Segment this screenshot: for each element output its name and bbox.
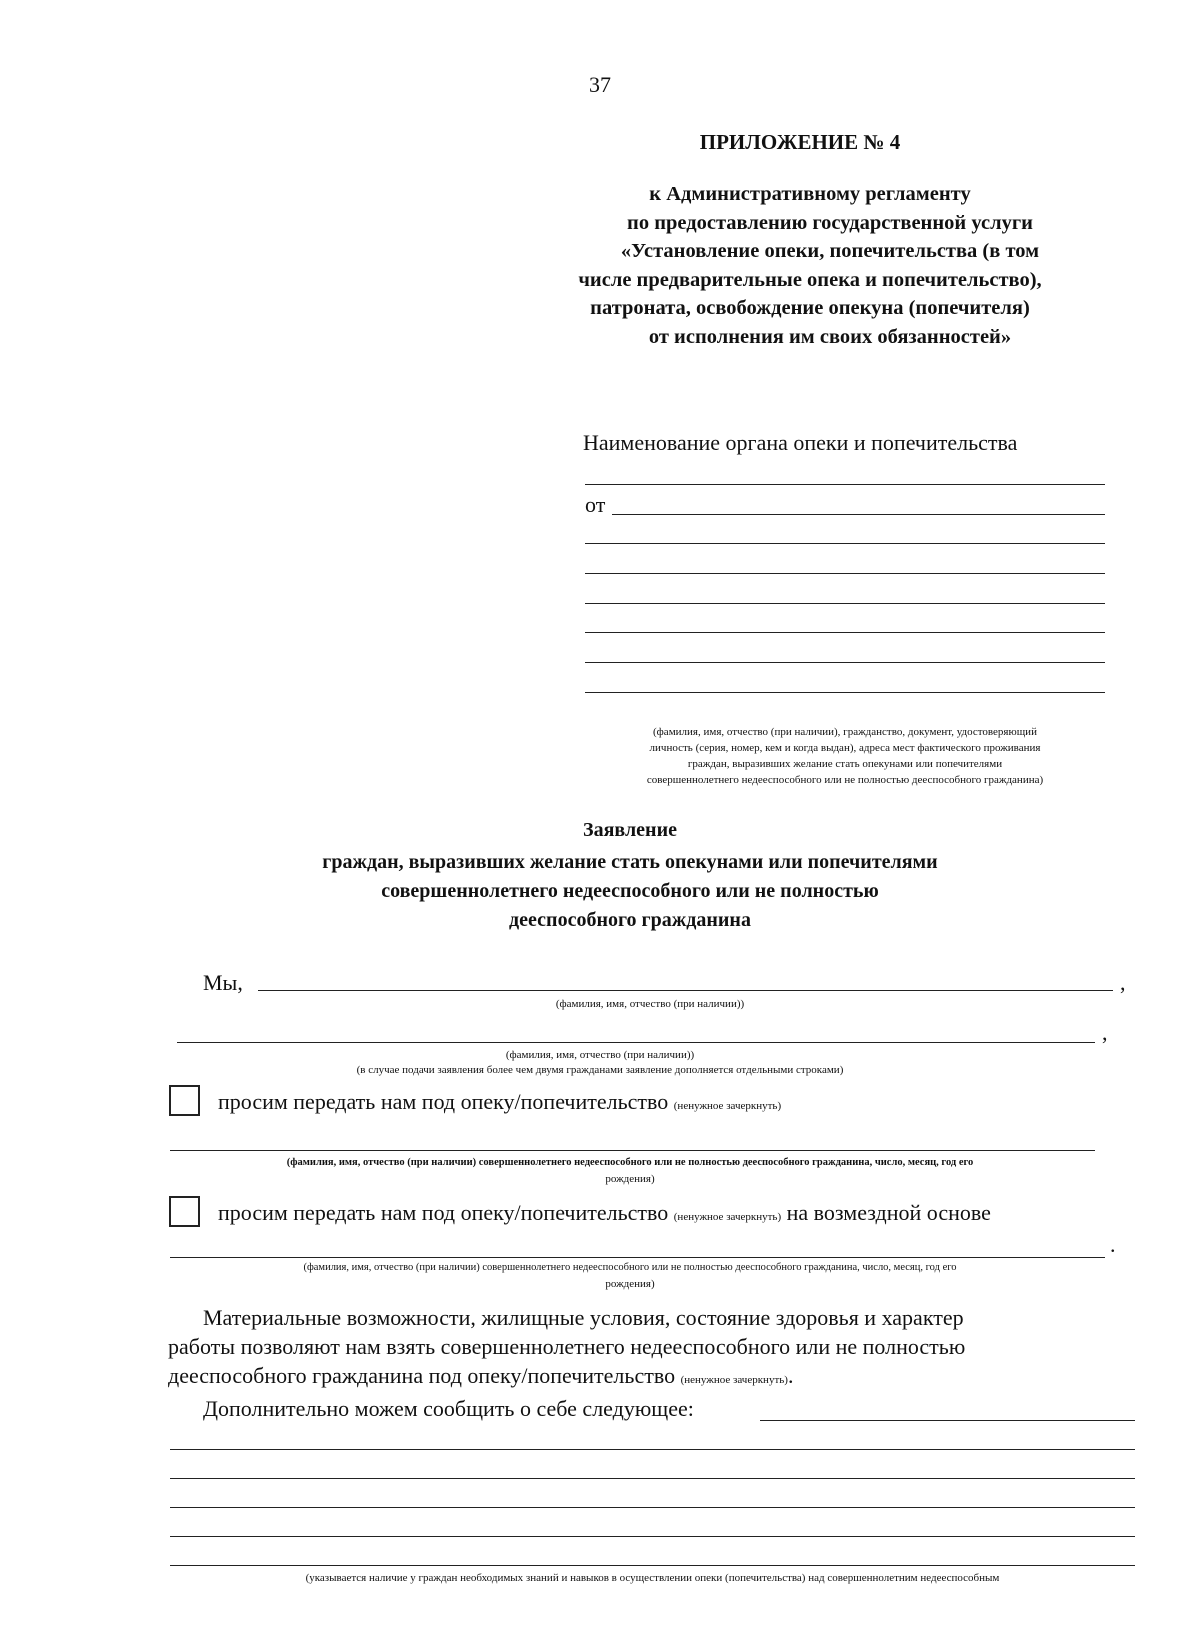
from-line[interactable] [612, 514, 1105, 515]
appendix-title: ПРИЛОЖЕНИЕ № 4 [699, 130, 901, 154]
caption-line: граждан, выразивших желание стать опекунами или попечителями [687, 758, 1003, 770]
regulation-reference [520, 180, 1100, 351]
option-1 [218, 1089, 781, 1115]
ward-caption-1 [160, 1155, 1100, 1187]
additional-info-line[interactable] [170, 1449, 1135, 1450]
additional-caption: (указывается наличие у граждан необходимых знаний и навыков в осуществлении опеки (попечительства) над совершеннолетним недееспособным [305, 1572, 1000, 1584]
applicant-info-line[interactable] [585, 692, 1105, 693]
material-line-3 [168, 1363, 793, 1389]
additional-info-line[interactable] [170, 1565, 1135, 1566]
statement-title-line: совершеннолетнего недееспособного или не полностью [381, 880, 879, 902]
comma: , [1102, 1020, 1108, 1045]
ward-info-line-2[interactable] [170, 1257, 1105, 1258]
organ-name-line[interactable] [585, 484, 1105, 485]
regulation-line: «Установление опеки, попечительства (в том [620, 240, 1040, 262]
we-label: Мы, [203, 970, 243, 995]
applicant-info-line[interactable] [585, 662, 1105, 663]
option-2 [218, 1200, 991, 1226]
option-2-checkbox[interactable] [169, 1196, 200, 1227]
caption-line: личность (серия, номер, кем и когда выдан), адреса мест фактического проживания [649, 742, 1041, 754]
additional-info-line[interactable] [170, 1478, 1135, 1479]
regulation-line: числе предварительные опека и попечительство), [578, 268, 1042, 291]
statement-title [220, 816, 1040, 935]
caption-line: совершеннолетнего недееспособного или не полностью дееспособного гражданина) [646, 774, 1044, 786]
page-number: 37 [589, 72, 611, 97]
ward-caption-line: рождения) [605, 1278, 655, 1290]
caption-line: (фамилия, имя, отчество (при наличии), гражданство, документ, удостоверяющий [653, 726, 1037, 738]
option-1-checkbox[interactable] [169, 1085, 200, 1116]
multi-applicant-note: (в случае подачи заявления более чем двумя гражданами заявление дополняется отдельными строками) [356, 1064, 844, 1076]
applicant-info-line[interactable] [585, 632, 1105, 633]
additional-info-line[interactable] [170, 1536, 1135, 1537]
from-label: от [585, 492, 606, 517]
option-2-tail: на возмездной основе [786, 1200, 991, 1225]
regulation-line: от исполнения им своих обязанностей» [648, 325, 1012, 348]
ward-caption-2 [160, 1260, 1100, 1292]
applicant-2-fio-line[interactable] [177, 1042, 1095, 1043]
option-2-text: просим передать нам под опеку/попечительство [218, 1200, 669, 1225]
additional-info-line[interactable] [760, 1420, 1135, 1421]
statement-title-line: дееспособного гражданина [509, 909, 751, 931]
additional-info-line[interactable] [170, 1507, 1135, 1508]
fio-caption: (фамилия, имя, отчество (при наличии)) [505, 1049, 695, 1061]
regulation-line: к Административному регламенту [649, 183, 971, 205]
addressee-caption [585, 724, 1105, 788]
statement-title-line: граждан, выразивших желание стать опекунами или попечителями [322, 851, 938, 873]
material-line-3-text: дееспособного гражданина под опеку/попечительство [168, 1363, 676, 1388]
statement-title-line: Заявление [583, 819, 677, 841]
comma: , [1120, 970, 1126, 995]
ward-caption-line: рождения) [605, 1173, 655, 1185]
regulation-line: патроната, освобождение опекуна (попечителя) [590, 297, 1030, 319]
period: . [787, 1363, 794, 1388]
option-1-note: (ненужное зачеркнуть) [673, 1100, 782, 1112]
period: . [1110, 1232, 1116, 1257]
material-line-2: работы позволяют нам взять совершеннолетнего недееспособного или не полностью [168, 1334, 966, 1359]
applicant-info-line[interactable] [585, 573, 1105, 574]
ward-caption-line: (фамилия, имя, отчество (при наличии) совершеннолетнего недееспособного или не полностью дееспособного гражданина, число, месяц, год его [286, 1157, 974, 1168]
additional-label: Дополнительно можем сообщить о себе следующее: [203, 1396, 694, 1421]
organ-label: Наименование органа опеки и попечительства [583, 430, 1018, 455]
ward-info-line-1[interactable] [170, 1150, 1095, 1151]
regulation-line: по предоставлению государственной услуги [627, 211, 1033, 234]
fio-caption: (фамилия, имя, отчество (при наличии)) [555, 998, 745, 1010]
applicant-1-fio-line[interactable] [258, 990, 1113, 991]
option-2-note: (ненужное зачеркнуть) [673, 1211, 782, 1223]
material-line-1: Материальные возможности, жилищные условия, состояние здоровья и характер [203, 1305, 964, 1330]
material-note: (ненужное зачеркнуть) [680, 1374, 788, 1386]
applicant-info-line[interactable] [585, 603, 1105, 604]
applicant-info-line[interactable] [585, 543, 1105, 544]
option-1-text: просим передать нам под опеку/попечительство [218, 1089, 669, 1114]
ward-caption-line: (фамилия, имя, отчество (при наличии) совершеннолетнего недееспособного или не полностью дееспособного гражданина, число, месяц, год его [303, 1262, 957, 1273]
